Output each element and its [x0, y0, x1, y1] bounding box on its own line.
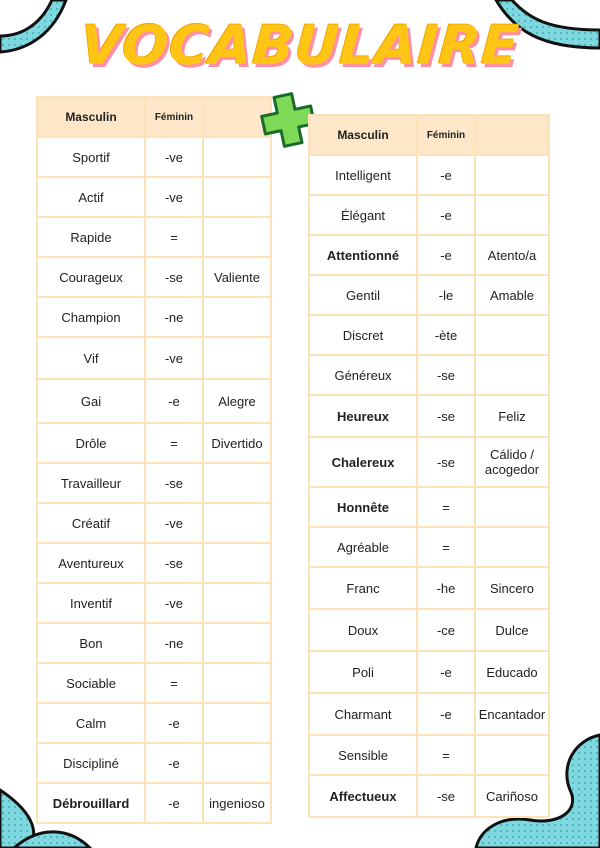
table-row	[37, 217, 271, 257]
translation-cell	[475, 315, 549, 355]
table-row	[37, 543, 271, 583]
translation-cell: Cálido / acogedor	[475, 437, 549, 487]
translation-cell	[203, 543, 271, 583]
masculine-cell: Sociable	[37, 663, 145, 703]
masculine-cell: Calm	[37, 703, 145, 743]
feminine-cell: -le	[417, 275, 475, 315]
translation-cell	[475, 355, 549, 395]
masculine-cell: Chalereux	[309, 437, 417, 487]
feminine-cell: -se	[145, 463, 203, 503]
masculine-cell: Honnête	[309, 487, 417, 527]
table-row	[309, 275, 549, 315]
table-row	[309, 155, 549, 195]
table-header-row	[309, 115, 549, 155]
masculine-cell: Charmant	[309, 693, 417, 735]
header-translation	[475, 115, 549, 155]
translation-cell: Feliz	[475, 395, 549, 437]
feminine-cell: -ve	[145, 583, 203, 623]
masculine-cell: Poli	[309, 651, 417, 693]
translation-cell	[203, 583, 271, 623]
table-row	[309, 735, 549, 775]
feminine-cell: -se	[417, 395, 475, 437]
table-row	[37, 137, 271, 177]
masculine-cell: Rapide	[37, 217, 145, 257]
table-row	[309, 693, 549, 735]
feminine-cell: =	[145, 423, 203, 463]
table-row	[37, 663, 271, 703]
feminine-cell: =	[145, 663, 203, 703]
feminine-cell: -ce	[417, 609, 475, 651]
masculine-cell: Aventureux	[37, 543, 145, 583]
feminine-cell: =	[417, 527, 475, 567]
feminine-cell: -e	[145, 743, 203, 783]
translation-cell	[475, 527, 549, 567]
masculine-cell: Débrouillard	[37, 783, 145, 823]
header-feminin: Féminin	[145, 97, 203, 137]
feminine-cell: -se	[145, 543, 203, 583]
feminine-cell: =	[417, 735, 475, 775]
translation-cell	[475, 735, 549, 775]
translation-cell	[203, 463, 271, 503]
table-row	[37, 297, 271, 337]
feminine-cell: -e	[417, 651, 475, 693]
vocabulary-table-right	[308, 114, 550, 818]
masculine-cell: Actif	[37, 177, 145, 217]
translation-cell	[203, 337, 271, 379]
translation-cell: ingenioso	[203, 783, 271, 823]
masculine-cell: Sensible	[309, 735, 417, 775]
feminine-cell: -e	[417, 235, 475, 275]
translation-cell	[475, 155, 549, 195]
table-row	[37, 423, 271, 463]
table-row	[37, 743, 271, 783]
masculine-cell: Attentionné	[309, 235, 417, 275]
feminine-cell: =	[145, 217, 203, 257]
translation-cell: Dulce	[475, 609, 549, 651]
table-row	[309, 651, 549, 693]
masculine-cell: Affectueux	[309, 775, 417, 817]
page-title: VOCABULAIRE	[78, 14, 522, 77]
masculine-cell: Agréable	[309, 527, 417, 567]
translation-cell: Amable	[475, 275, 549, 315]
table-row	[309, 527, 549, 567]
table-row	[309, 609, 549, 651]
masculine-cell: Travailleur	[37, 463, 145, 503]
feminine-cell: -se	[417, 775, 475, 817]
masculine-cell: Bon	[37, 623, 145, 663]
feminine-cell: -se	[417, 437, 475, 487]
translation-cell	[475, 487, 549, 527]
masculine-cell: Doux	[309, 609, 417, 651]
masculine-cell: Inventif	[37, 583, 145, 623]
masculine-cell: Élégant	[309, 195, 417, 235]
table-row	[37, 583, 271, 623]
table-row	[37, 379, 271, 423]
feminine-cell: -e	[145, 783, 203, 823]
feminine-cell: -ne	[145, 623, 203, 663]
table-row	[37, 783, 271, 823]
feminine-cell: -ve	[145, 503, 203, 543]
masculine-cell: Créatif	[37, 503, 145, 543]
translation-cell: Educado	[475, 651, 549, 693]
masculine-cell: Intelligent	[309, 155, 417, 195]
header-feminin: Féminin	[417, 115, 475, 155]
table-row	[309, 487, 549, 527]
table-row	[37, 503, 271, 543]
translation-cell: Valiente	[203, 257, 271, 297]
masculine-cell: Drôle	[37, 423, 145, 463]
feminine-cell: -e	[417, 693, 475, 735]
masculine-cell: Courageux	[37, 257, 145, 297]
feminine-cell: -se	[145, 257, 203, 297]
translation-cell: Sincero	[475, 567, 549, 609]
table-row	[37, 257, 271, 297]
translation-cell	[203, 663, 271, 703]
translation-cell: Alegre	[203, 379, 271, 423]
table-row	[37, 337, 271, 379]
translation-cell: Cariñoso	[475, 775, 549, 817]
translation-cell: Divertido	[203, 423, 271, 463]
masculine-cell: Gai	[37, 379, 145, 423]
masculine-cell: Sportif	[37, 137, 145, 177]
table-row	[309, 315, 549, 355]
feminine-cell: -e	[145, 703, 203, 743]
header-masculin: Masculin	[309, 115, 417, 155]
table-row	[309, 195, 549, 235]
table-row	[37, 703, 271, 743]
masculine-cell: Franc	[309, 567, 417, 609]
feminine-cell: -he	[417, 567, 475, 609]
feminine-cell: -ve	[145, 177, 203, 217]
translation-cell	[203, 703, 271, 743]
feminine-cell: -ve	[145, 137, 203, 177]
masculine-cell: Gentil	[309, 275, 417, 315]
masculine-cell: Généreux	[309, 355, 417, 395]
translation-cell	[203, 623, 271, 663]
feminine-cell: -se	[417, 355, 475, 395]
header-masculin: Masculin	[37, 97, 145, 137]
masculine-cell: Discipliné	[37, 743, 145, 783]
translation-cell	[203, 743, 271, 783]
table-row	[309, 235, 549, 275]
table-row	[309, 355, 549, 395]
translation-cell	[203, 503, 271, 543]
translation-cell	[203, 217, 271, 257]
table-row	[37, 623, 271, 663]
table-row	[309, 567, 549, 609]
masculine-cell: Champion	[37, 297, 145, 337]
table-row	[37, 463, 271, 503]
feminine-cell: -ète	[417, 315, 475, 355]
feminine-cell: -e	[417, 195, 475, 235]
masculine-cell: Discret	[309, 315, 417, 355]
vocabulary-table-left	[36, 96, 272, 824]
feminine-cell: -e	[417, 155, 475, 195]
feminine-cell: -ve	[145, 337, 203, 379]
table-row	[37, 177, 271, 217]
masculine-cell: Heureux	[309, 395, 417, 437]
feminine-cell: -ne	[145, 297, 203, 337]
table-header-row	[37, 97, 271, 137]
table-row	[309, 395, 549, 437]
translation-cell	[475, 195, 549, 235]
table-row	[309, 775, 549, 817]
translation-cell	[203, 177, 271, 217]
table-row	[309, 437, 549, 487]
masculine-cell: Vif	[37, 337, 145, 379]
feminine-cell: -e	[145, 379, 203, 423]
translation-cell: Atento/a	[475, 235, 549, 275]
feminine-cell: =	[417, 487, 475, 527]
translation-cell	[203, 297, 271, 337]
translation-cell: Encantador	[475, 693, 549, 735]
